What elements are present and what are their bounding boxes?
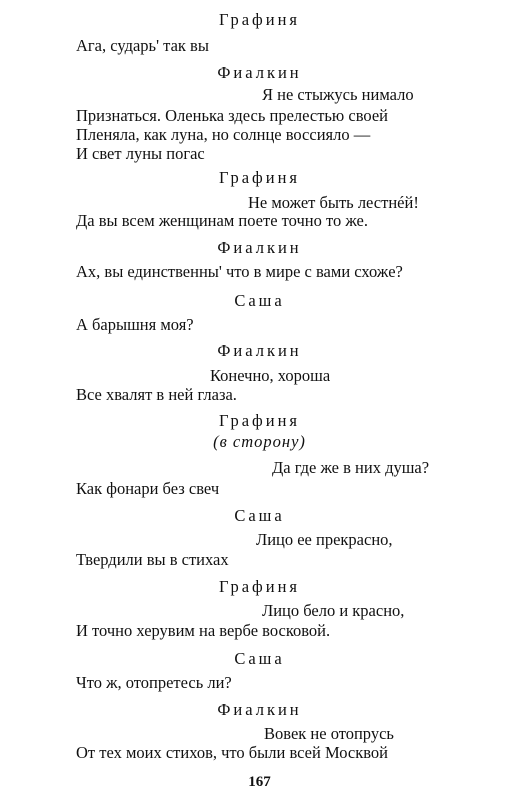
verse-line: Твердили вы в стихах: [76, 550, 229, 569]
verse-line: Что ж, отопретесь ли?: [76, 673, 232, 692]
verse-line: Да вы всем женщинам поете точно то же.: [76, 211, 368, 230]
verse-line: И точно херувим на вербе восковой.: [76, 621, 331, 640]
verse-line: Конечно, хороша: [210, 366, 331, 385]
speaker-name: Саша: [234, 649, 285, 668]
verse-line: Как фонари без свеч: [76, 479, 220, 498]
stage-direction: (в сторону): [213, 432, 306, 451]
speaker-name: Фиалкин: [217, 238, 302, 257]
speaker-name: Фиалкин: [217, 700, 302, 719]
verse-line: Ага, сударь' так вы: [76, 36, 209, 55]
verse-line: Лицо ее прекрасно,: [256, 530, 393, 549]
speaker-name: Графиня: [218, 10, 300, 29]
verse-line: Не может быть лестнéй!: [248, 193, 419, 212]
verse-line: Все хвалят в ней глаза.: [76, 385, 237, 404]
speaker-name: Саша: [234, 291, 285, 310]
speaker-name: Графиня: [218, 577, 300, 596]
speaker-name: Графиня: [218, 411, 300, 430]
verse-line: Признаться. Оленька здесь прелестью своей: [76, 106, 388, 125]
verse-line: А барышня моя?: [76, 315, 194, 334]
page-number: 167: [248, 774, 271, 790]
verse-line: От тех моих стихов, что были всей Москвой: [76, 743, 388, 762]
verse-line: И свет луны погас: [76, 144, 205, 163]
speaker-name: Графиня: [218, 168, 300, 187]
verse-line: Пленяла, как луна, но солнце воссияло —: [76, 125, 371, 144]
verse-line: Лицо бело и красно,: [262, 601, 405, 620]
verse-line: Вовек не отопрусь: [264, 724, 394, 743]
verse-line: Ах, вы единственны' что в мире с вами схожe?: [76, 262, 403, 281]
speaker-name: Саша: [234, 506, 285, 525]
verse-line: Да где же в них душа?: [272, 458, 430, 477]
speaker-name: Фиалкин: [217, 63, 302, 82]
speaker-name: Фиалкин: [217, 341, 302, 360]
verse-line: Я не стыжусь нимало: [262, 85, 414, 104]
